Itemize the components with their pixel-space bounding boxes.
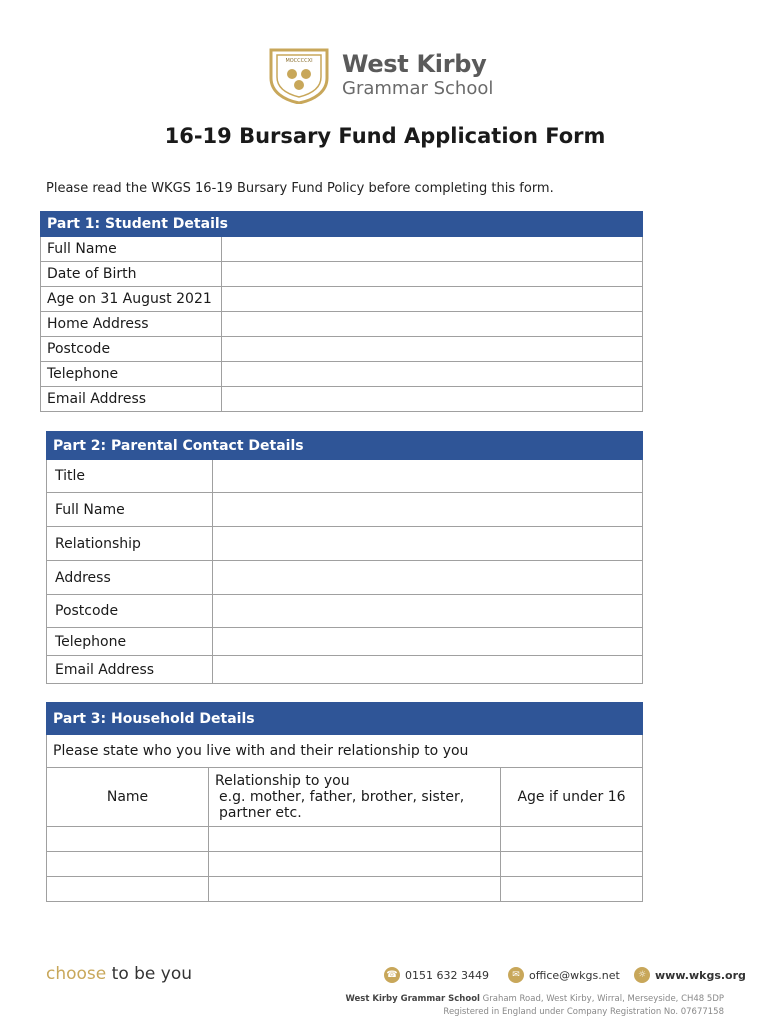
school-name: West Kirby [342, 50, 487, 78]
student-details-table [40, 211, 643, 412]
field-label: Email Address [47, 656, 213, 684]
column-header-name: Name [47, 768, 209, 827]
intro-text: Please read the WKGS 16-19 Bursary Fund Policy before completing this form. [46, 181, 554, 196]
parent-title-field[interactable] [213, 460, 643, 493]
table-row [47, 561, 643, 595]
table-row [41, 312, 643, 337]
household-relationship-cell[interactable] [209, 852, 501, 877]
web-address[interactable]: www.wkgs.org [655, 968, 746, 982]
field-label: Postcode [41, 337, 222, 362]
school-crest-icon [268, 48, 330, 104]
full-name-field[interactable] [222, 237, 643, 262]
parental-contact-table [46, 431, 643, 684]
household-age-cell[interactable] [501, 827, 643, 852]
school-address-name: West Kirby Grammar School [345, 994, 480, 1004]
form-title: 16-19 Bursary Fund Application Form [164, 124, 606, 148]
table-row [47, 852, 643, 877]
relationship-heading: Relationship to you [215, 773, 350, 789]
table-row [41, 337, 643, 362]
household-relationship-cell[interactable] [209, 877, 501, 902]
field-label: Address [47, 561, 213, 595]
field-label: Home Address [41, 312, 222, 337]
field-label: Telephone [47, 628, 213, 656]
parent-telephone-field[interactable] [213, 628, 643, 656]
field-label: Telephone [41, 362, 222, 387]
table-row [47, 493, 643, 527]
school-subtitle: Grammar School [342, 78, 494, 99]
household-age-cell[interactable] [501, 852, 643, 877]
table-row [47, 656, 643, 684]
tagline-accent: choose [46, 964, 107, 984]
tagline [46, 964, 192, 984]
field-label: Postcode [47, 595, 213, 628]
email-address[interactable]: office@wkgs.net [529, 968, 620, 982]
table-row [41, 237, 643, 262]
dob-field[interactable] [222, 262, 643, 287]
household-instruction: Please state who you live with and their relationship to you [47, 735, 643, 768]
table-row [47, 877, 643, 902]
household-details-table [46, 702, 643, 902]
age-field[interactable] [222, 287, 643, 312]
school-logo [268, 48, 498, 108]
field-label: Full Name [47, 493, 213, 527]
household-age-cell[interactable] [501, 877, 643, 902]
table-row [47, 527, 643, 561]
part2-heading: Part 2: Parental Contact Details [47, 432, 643, 460]
phone-contact [384, 967, 489, 983]
parent-email-field[interactable] [213, 656, 643, 684]
relationship-field[interactable] [213, 527, 643, 561]
table-row [41, 387, 643, 412]
parent-name-field[interactable] [213, 493, 643, 527]
part1-heading: Part 1: Student Details [41, 212, 643, 237]
postcode-field[interactable] [222, 337, 643, 362]
field-label: Full Name [41, 237, 222, 262]
company-registration: Registered in England under Company Registration No. 07677158 [443, 1007, 724, 1017]
household-name-cell[interactable] [47, 827, 209, 852]
school-address-rest: Graham Road, West Kirby, Wirral, Merseyside, CH48 5DP [479, 994, 724, 1004]
household-name-cell[interactable] [47, 852, 209, 877]
parent-postcode-field[interactable] [213, 595, 643, 628]
email-contact[interactable] [508, 967, 620, 983]
field-label: Email Address [41, 387, 222, 412]
email-field[interactable] [222, 387, 643, 412]
table-row [47, 595, 643, 628]
tagline-rest: to be you [106, 964, 193, 984]
table-row [47, 827, 643, 852]
globe-icon: ☼ [634, 967, 650, 983]
field-label: Relationship [47, 527, 213, 561]
school-address [345, 994, 724, 1004]
relationship-example-cont: partner etc. [219, 805, 302, 821]
phone-number: 0151 632 3449 [405, 968, 489, 982]
envelope-icon: ✉ [508, 967, 524, 983]
household-name-cell[interactable] [47, 877, 209, 902]
web-contact[interactable] [634, 967, 746, 983]
field-label: Age on 31 August 2021 [41, 287, 222, 312]
column-header-relationship [209, 768, 501, 827]
crest-lettering: MOCCCCXI [285, 58, 313, 64]
table-row [47, 460, 643, 493]
part3-heading: Part 3: Household Details [47, 703, 643, 735]
phone-icon: ☎ [384, 967, 400, 983]
table-row [41, 362, 643, 387]
field-label: Date of Birth [41, 262, 222, 287]
home-address-field[interactable] [222, 312, 643, 337]
table-row [47, 628, 643, 656]
relationship-example: e.g. mother, father, brother, sister, [219, 789, 465, 805]
household-relationship-cell[interactable] [209, 827, 501, 852]
table-row [41, 262, 643, 287]
telephone-field[interactable] [222, 362, 643, 387]
field-label: Title [47, 460, 213, 493]
table-row [41, 287, 643, 312]
parent-address-field[interactable] [213, 561, 643, 595]
column-header-age: Age if under 16 [501, 768, 643, 827]
